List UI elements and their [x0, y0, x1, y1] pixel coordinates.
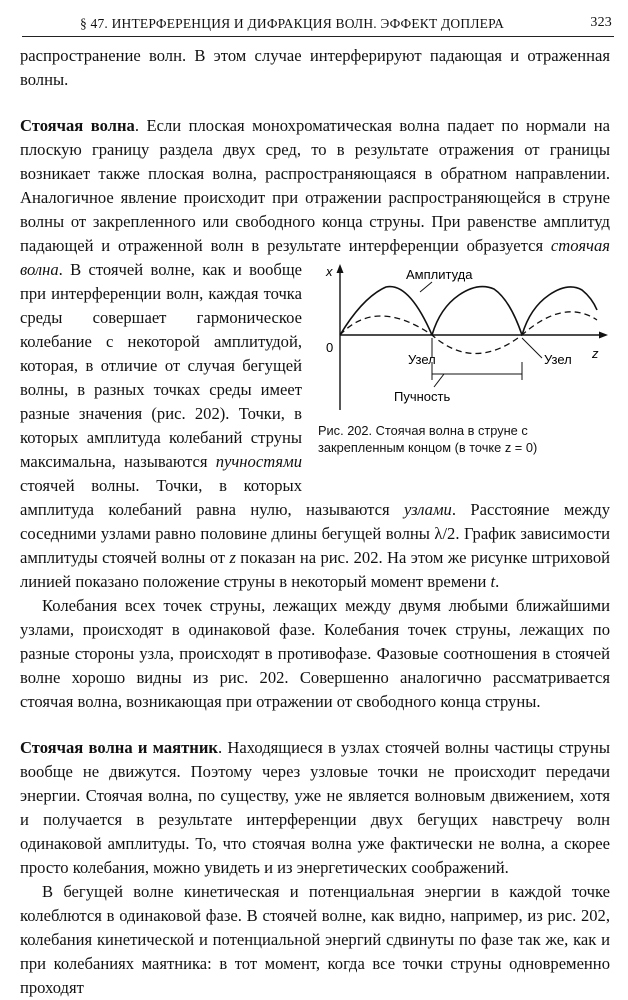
standing-wave-diagram	[314, 262, 610, 422]
x-axis-arrow	[337, 264, 344, 273]
amplitude-arch-2	[432, 287, 522, 335]
paragraph-standing-wave: Стоячая волна. Если плоская монохроматическая волна падает по нормали на плоскую границу раздела двух сред, то в результате отражения от границы возникает также плоская волна, распространяющаяся в обратном направлении. Аналогичное явление происходит при отражении распространяющейся в струне волны от закрепленного или свободного конца струны. При равенстве амплитуд падающей и отраженной волн в результате интерференции образуется стоячая волна x z 0 Амплитуда Узел Узел Пучность Рис. 202. Стоячая волна в струне с закрепленным концом (в точке z = 0) . В стоячей волне, как и вообще при интерференции волн, каждая точка среды совершает гармоническое колебание с некоторой амплитудой, которая, в отличие от случая бегущей волны, в разных точках среды имеет разные значения (рис. 202). Точки, в которых амплитуда колебаний струны максимальна, называются пучностями стоячей волны. Точки, в которых амплитуда колебаний равна нулю, называются узлами. Расстояние между соседними узлами равно половине длины бегущей волны λ/2. График зависимости амплитуды стоячей волны от z показан на рис. 202. На этом же рисунке штриховой линией показано положение струны в некоторый момент времени t.	[20, 116, 611, 591]
paragraph-intro: распространение волн. В этом случае интерферируют падающая и отраженная волны.	[20, 46, 610, 89]
term-antinodes: пучностями	[215, 452, 302, 471]
x-axis-label: x	[326, 264, 333, 279]
term-standing-wave: стоячая волна	[20, 236, 610, 279]
running-header	[22, 8, 614, 37]
paragraph-phase: Колебания всех точек струны, лежащих между двумя любыми ближайшими узлами, происходят в одинаковой фазе. Колебания точек струны, лежащих по разные стороны узла, происходят в противофазе. Фазовые соотношения в стоячей волне хорошо видны из рис. 202. Совершенно аналогично рассматривается стоячая волна, возникающая при отражении от свободного конца струны.	[20, 596, 610, 711]
section-heading-standing-wave: Стоячая волна	[20, 116, 135, 135]
amplitude-label: Амплитуда	[406, 267, 473, 282]
paragraph-energy: В бегущей волне кинетическая и потенциальная энергии в каждой точке колеблются в одинаковой фазе. В стоячей волне, как видно, например, из рис. 202, колебания кинетической и потенциальной энергий сдвинуты по фазе так же, как и при колебаниях маятника: в тот момент, когда все точки струны одновременно проходят	[20, 882, 610, 997]
figure-caption: Рис. 202. Стоячая волна в струне с закрепленным концом (в точке z = 0)	[318, 423, 538, 455]
z-axis-label: z	[592, 346, 599, 361]
antinode-leader	[434, 374, 444, 387]
z-axis-arrow	[599, 332, 608, 339]
page-number: 323	[590, 15, 612, 30]
figure-202	[314, 262, 610, 474]
origin-label: 0	[326, 340, 334, 355]
node-label-1: Узел	[408, 352, 436, 367]
node-label-2: Узел	[544, 352, 572, 367]
section-heading-pendulum: Стоячая волна и маятник	[20, 738, 218, 757]
term-nodes: узлами	[404, 500, 452, 519]
variable-t: t	[490, 572, 496, 591]
antinode-label: Пучность	[394, 389, 451, 404]
page-text	[20, 44, 610, 1000]
node-leader-2	[522, 338, 542, 358]
variable-z: z	[229, 548, 236, 567]
amplitude-arch-3	[522, 287, 597, 335]
amplitude-leader	[420, 282, 432, 292]
running-title: § 47. ИНТЕРФЕРЕНЦИЯ И ДИФРАКЦИЯ ВОЛН. ЭФФЕКТ ДОПЛЕРА	[80, 16, 505, 31]
amplitude-arch-1	[340, 287, 432, 335]
string-position-dashed	[340, 312, 597, 354]
paragraph-pendulum: Стоячая волна и маятник. Находящиеся в узлах стоячей волны частицы струны вообще не движутся. Поэтому через узловые точки не происходит передачи энергии. Стоячая волна, по существу, уже не является волновым движением, хотя и получается в результате интерференции двух бегущих навстречу волн одинаковой амплитуды. То, что стоячая волна уже фактически не волна, а скорее просто колебания, можно увидеть и из энергетических соображений.	[20, 738, 610, 877]
